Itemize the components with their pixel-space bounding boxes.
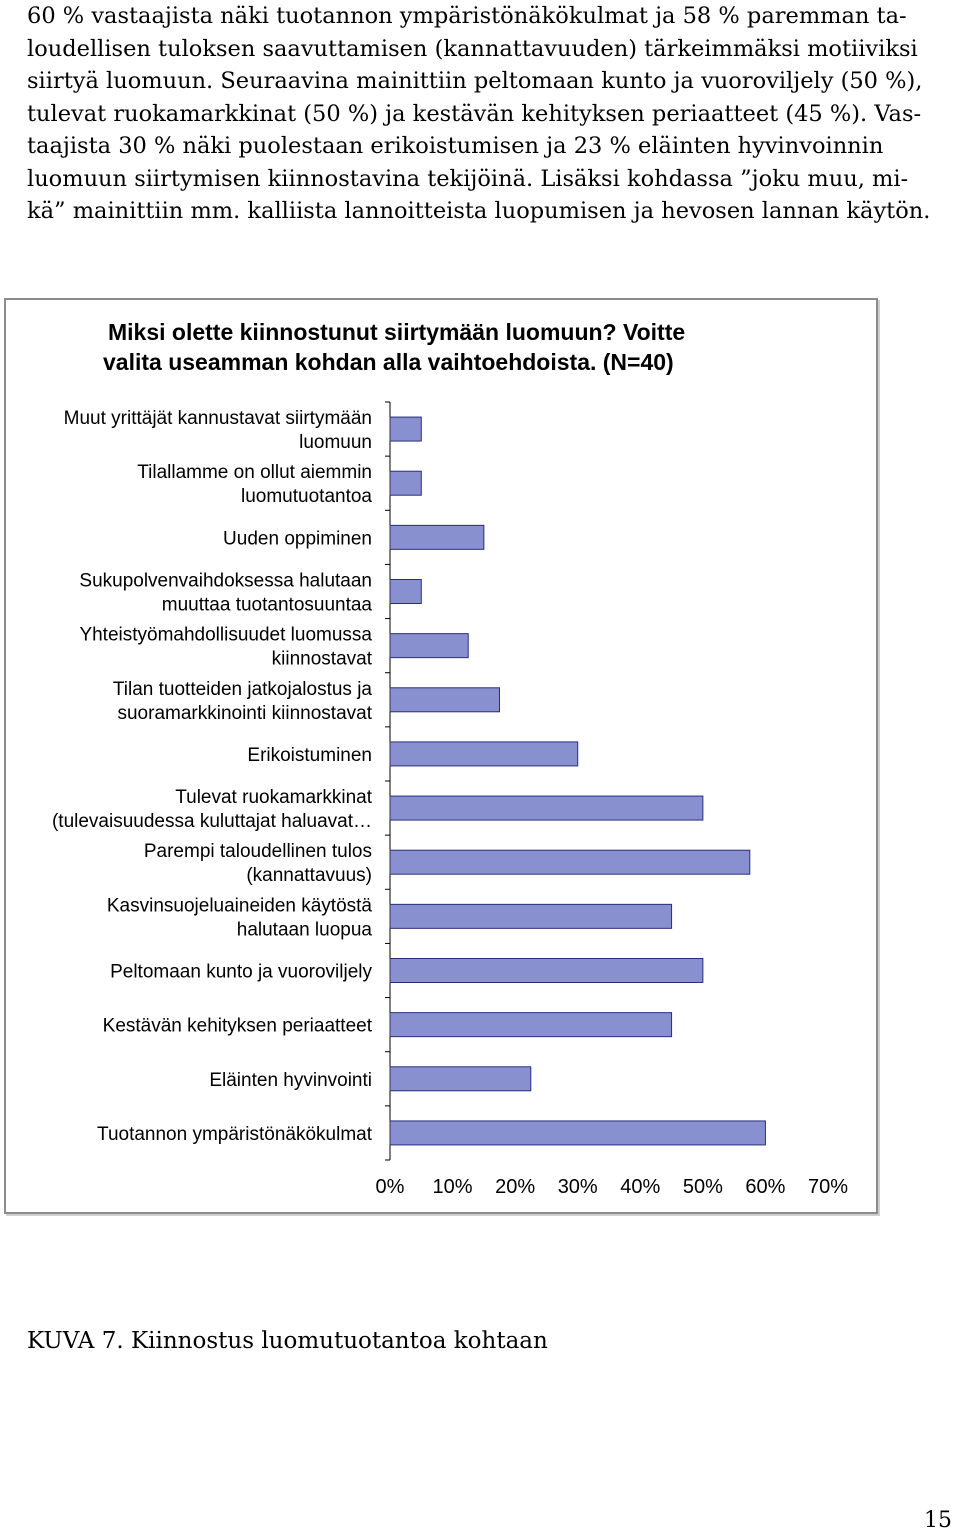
x-tick-label: 60% [745, 1176, 786, 1198]
category-label: (tulevaisuudessa kuluttajat haluavat… [51, 811, 372, 833]
paragraph-line: taajista 30 % näki puolestaan erikoistumisen ja 23 % eläinten hyvinvoinnin [27, 133, 884, 159]
category-label: luomuun [299, 432, 372, 454]
page-number: 15 [924, 1508, 952, 1533]
category-label: Tuotannon ympäristönäkökulmat [97, 1123, 372, 1145]
paragraph-line: luomuun siirtymisen kiinnostavina tekijöinä. Lisäksi kohdassa ”joku muu, mi- [27, 165, 909, 192]
x-tick-label: 70% [807, 1176, 849, 1198]
x-tick-label: 30% [557, 1176, 598, 1198]
bar [390, 904, 672, 928]
paragraph-line: tulevat ruokamarkkinat (50 %) ja kestävän kehityksen periaatteet (45 %). Vas- [27, 100, 922, 127]
x-tick-label: 10% [432, 1176, 473, 1198]
x-tick-label: 50% [682, 1176, 723, 1198]
paragraph-line: loudellisen tuloksen saavuttamisen (kannattavuuden) tärkeimmäksi motiiviksi [27, 35, 918, 62]
category-label: luomutuotantoa [241, 486, 372, 508]
x-tick-label: 0% [375, 1176, 405, 1198]
bar [390, 417, 421, 441]
chart-title-line: valita useamman kohdan alla vaihtoehdoista. (N=40) [103, 349, 674, 375]
bar [390, 634, 468, 658]
paragraph-line: 60 % vastaajista näki tuotannon ympäristönäkökulmat ja 58 % paremman ta- [27, 3, 907, 29]
bar [390, 959, 703, 983]
bar [390, 1067, 531, 1091]
category-label: kiinnostavat [271, 648, 372, 670]
bar [390, 580, 421, 604]
category-label: Kestävän kehityksen periaatteet [102, 1015, 372, 1037]
bar [390, 1121, 765, 1145]
x-tick-label: 40% [620, 1176, 661, 1198]
category-label: Tilan tuotteiden jatkojalostus ja [112, 678, 372, 700]
paragraph-line: siirtyä luomuun. Seuraavina mainittiin peltomaan kunto ja vuoroviljely (50 %), [27, 68, 923, 94]
chart-title-line: Miksi olette kiinnostunut siirtymään luomuun? Voitte [108, 319, 686, 345]
bar [390, 471, 421, 495]
category-label: Eläinten hyvinvointi [209, 1069, 372, 1091]
category-label: (kannattavuus) [246, 865, 372, 887]
category-label: Yhteistyömahdollisuudet luomussa [79, 624, 372, 646]
category-label: Parempi taloudellinen tulos [143, 841, 372, 863]
category-label: Tilallamme on ollut aiemmin [137, 462, 372, 484]
category-label: muuttaa tuotantosuuntaa [161, 594, 372, 616]
bar [390, 850, 750, 874]
category-label: Muut yrittäjät kannustavat siirtymään [63, 408, 372, 430]
x-tick-label: 20% [495, 1176, 536, 1198]
category-label: Tulevat ruokamarkkinat [175, 787, 372, 809]
bar [390, 796, 703, 820]
category-label: halutaan luopua [236, 919, 372, 941]
bar [390, 1013, 672, 1037]
category-label: suoramarkkinointi kiinnostavat [117, 702, 372, 724]
figure-caption: KUVA 7. Kiinnostus luomutuotantoa kohtaan [27, 1328, 548, 1354]
category-label: Kasvinsuojeluaineiden käytöstä [106, 895, 372, 917]
bar [390, 742, 578, 766]
paragraph-line: kä” mainittiin mm. kalliista lannoitteista luopumisen ja hevosen lannan käytön. [27, 198, 931, 224]
bar [390, 525, 484, 549]
bar [390, 688, 500, 712]
category-label: Uuden oppiminen [223, 528, 372, 550]
category-label: Erikoistuminen [247, 744, 372, 766]
category-label: Sukupolvenvaihdoksessa halutaan [79, 570, 372, 592]
category-label: Peltomaan kunto ja vuoroviljely [110, 961, 372, 983]
